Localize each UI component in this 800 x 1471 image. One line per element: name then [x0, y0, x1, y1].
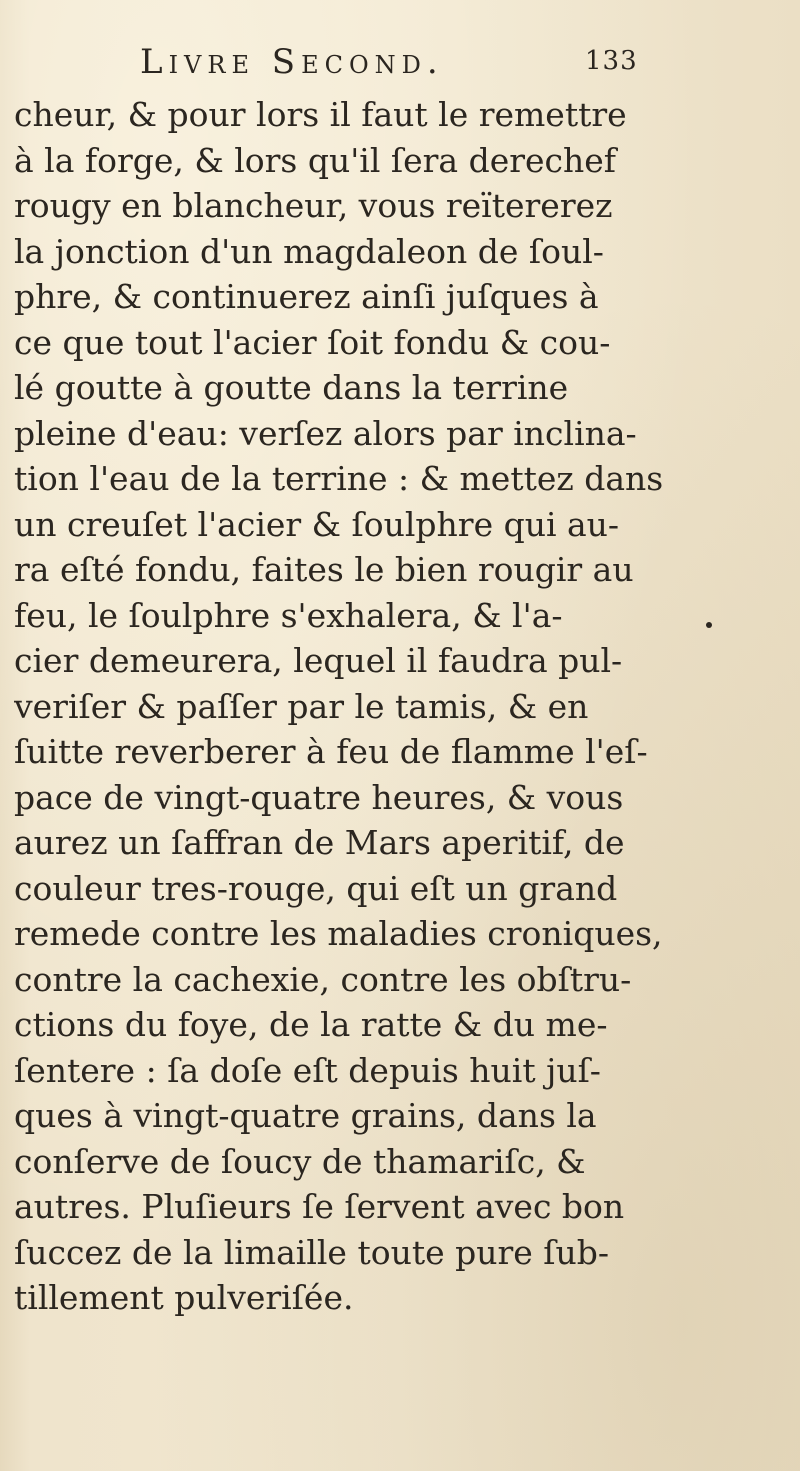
text-line: cheur, & pour lors il faut le remettre	[14, 95, 627, 134]
text-line: aurez un ſaffran de Mars aperitif, de	[14, 823, 625, 862]
text-line: cier demeurera, lequel il faudra pul-	[14, 641, 623, 680]
ink-dot-mark	[706, 622, 712, 628]
text-line: phre, & continuerez ainſi juſques à	[14, 277, 599, 316]
text-line: couleur tres-rouge, qui eſt un grand	[14, 868, 618, 908]
text-line: ra eſté fondu, faites le bien rougir au	[14, 550, 634, 589]
text-line: la jonction d'un magdaleon de ſoul-	[14, 231, 604, 271]
text-line: un creuſet l'acier & ſoulphre qui au-	[14, 504, 620, 544]
text-line: pace de vingt-quatre heures, & vous	[14, 777, 624, 817]
text-line: ce que tout l'acier ſoit fondu & cou-	[14, 322, 611, 362]
text-line: remede contre les maladies croniques,	[14, 914, 663, 953]
text-line: conſerve de ſoucy de thamariſc, &	[14, 1141, 586, 1181]
text-line: à la forge, & lors qu'il ſera derechef	[14, 140, 617, 180]
text-line: veriſer & paſſer par le tamis, & en	[14, 686, 589, 726]
text-line: tion l'eau de la terrine : & mettez dans	[14, 459, 664, 498]
text-line: tillement pulveriſée.	[14, 1278, 354, 1317]
body-text	[14, 92, 794, 1321]
text-line: ſuccez de la limaille toute pure ſub-	[14, 1232, 610, 1272]
text-line: lé goutte à goutte dans la terrine	[14, 368, 569, 407]
running-head: Livre Second.	[140, 42, 444, 82]
text-line: ſuitte reverberer à feu de flamme l'eſ-	[14, 732, 648, 771]
text-line: ques à vingt-quatre grains, dans la	[14, 1096, 597, 1135]
text-line: feu, le ſoulphre s'exhalera, & l'a-	[14, 595, 563, 635]
text-line: rougy en blancheur, vous reïtererez	[14, 186, 613, 225]
text-line: ctions du foye, de la ratte & du me-	[14, 1005, 608, 1044]
text-line: ſentere : ſa doſe eſt depuis huit juſ-	[14, 1050, 601, 1090]
text-line: contre la cachexie, contre les obſtru-	[14, 959, 632, 999]
page-number: 133	[585, 46, 638, 76]
text-line: autres. Pluſieurs ſe ſervent avec bon	[14, 1187, 625, 1226]
page-header	[0, 42, 800, 92]
text-line: pleine d'eau: verſez alors par inclina-	[14, 413, 637, 453]
